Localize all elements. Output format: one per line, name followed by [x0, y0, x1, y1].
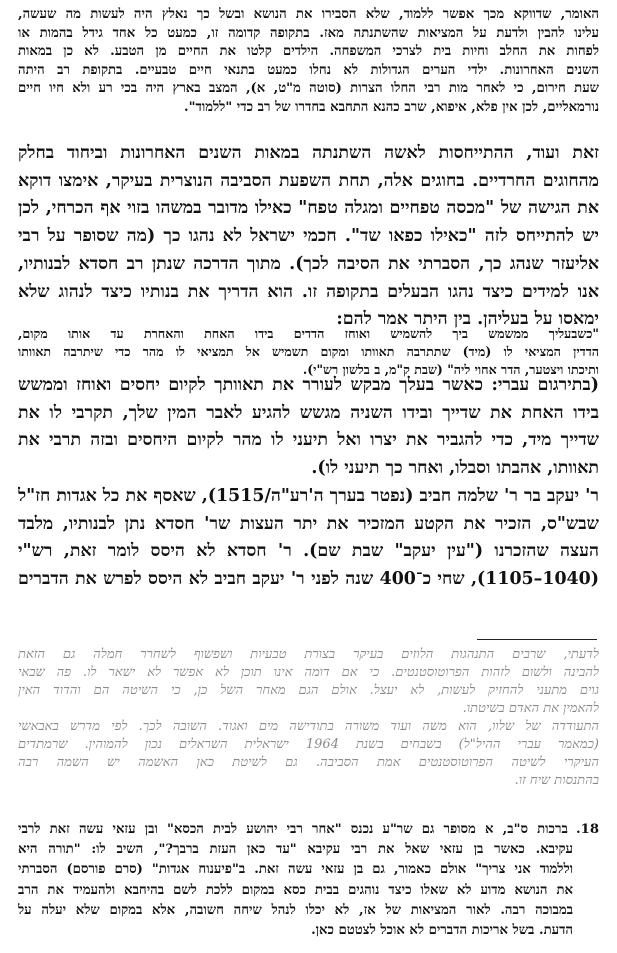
footnote-line: את הנושא מדוע לא שאלו כיצד נוהגים בבית כסא במקום ללכת לשם בהיחבא ולהעמיד את הרב [18, 882, 573, 898]
text-line: שבש"ס, הזכיר את הקטע המזכיר את יתר העצות שר' חסדא נתן לבנותיו, מלבד [18, 513, 599, 534]
text-line: שעת חירום, כי לאחר מות רבי החלו הצרות (סוטה מ"ט, א), המצב בארץ היה בכי רע ולא חיו חיים [18, 81, 599, 97]
quote-line: "כשבעליך ממשמש ביך להשמיש ואוחז הדדים בידו האחת והאחרת עד אותו מקום, [18, 326, 599, 341]
paragraph-translation [18, 372, 599, 594]
quote-line: ותיכתו ויצטער, הדר אחוי ליה" (שבת ק"מ, ב בלשון רש"י). [302, 361, 599, 377]
footnote-18 [18, 820, 599, 941]
paragraph-main [18, 140, 599, 334]
text-line: האומר, שדווקא מכך אפשר ללמוד, שלא הסבירו את הנושא ובשל כך נאלץ היה לעשות מה שעשה, [18, 7, 599, 22]
text-line: בידו האחת את שדייך ובידו השניה מגשש להגיע לאבר המין שלך, תקרבי לו את [18, 402, 599, 423]
footnote-line: לדעתי, שרבים התנהגות הלוזים בעיקר בצורת טבעיות ושפשוף לשחרר חמלה גם הזאת [18, 647, 599, 662]
text-line: שדייך מיד, כדי להגביר את יצרו ואל תיעני לו מהר לקיום היחסים ובזה תרבי את [18, 430, 599, 451]
text-line: יש להתייחס לזה "כאילו כפאו שד". חכמי ישראל לא נהגו כך (מה שסופר על רבי [18, 226, 599, 247]
text-line: אנו למידים כיצד נהגו הבעלים בתקופה זו. הוא הדריך את בנותיו כיצד לנהוג שלא [18, 281, 599, 302]
text-line: ר' יעקב בר ר' שלמה חביב (נפטר בערך ה'רע"ה/1515), שאסף את כל אגדות חז"ל [18, 485, 599, 506]
footnote-line: להבינה ולשום לזהות הפרוטוסטנטים. כי אם דומה אינו תוכן לא אפשר לא ישאר לו. פה שבאי [18, 665, 599, 680]
footnote-faded [18, 646, 599, 790]
footnote-line: העיקרי לשיטה הפרוטוסטנטים אמת הסביבה. גם לשיטת כאן האשמה יש השמה רבה [18, 755, 599, 770]
text-line: העצה שהזכרנו ("עין יעקב" שבת שם). ר' חסדא לא היסס לומר זאת, רש"י [18, 541, 599, 562]
text-line: עלינו להבין ולדעת על המציאות שהשתנתה מאז. בתקופה קדומה זו, כמעט כל אחד גידל בהמות או [18, 25, 599, 41]
text-line: את הגישה של "מכסה טפחיים ומגלה טפח" כאילו מדובר במשהו בזוי אף הכרחי, לכן [18, 198, 599, 219]
footnote-text: ברכות ס"ב, א מסופר גם שר"ע נכנס "אחר רבי יהושע לבית הכסא" ובן עזאי עשה זאת לרבי [18, 822, 568, 837]
footnote-number: 18. [576, 822, 599, 837]
text-line: זאת ועוד, ההתייחסות לאשה השתנתה במאות השנים האחרונות וביחוד בחלק [18, 143, 599, 163]
footnote-line: הדעת. בשל אריכות הדברים לא אוכל לצטטם כאן. [311, 923, 573, 939]
text-line: תאוותו, אהבתו וסבלו, ואחר כך תיעני לו). [311, 458, 599, 479]
text-line: אליעזר שנהג כך, הסברתי את הסיבה לכך). מתוך הדרכה שנתן רב חסדא לבנותיו, [18, 253, 599, 274]
paragraph-intro [18, 6, 599, 118]
footnote-line: (כמאמר עברי ההיל"ל) בשבחים בשנת 1964 ישראלית השראלים נכון להמוהין. שרמתדים [18, 737, 599, 752]
footnote-line [18, 820, 599, 840]
footnote-divider [477, 639, 597, 640]
footnote-line: עקיבא. כאשר בן עזאי שאל את רבי עקיבא "עד כאן העזת ברבך?", השיב לו: "תורה היא [18, 842, 573, 858]
footnote-line: וללמוד אני צריך" אולם כאמור, גם בן עזאי עשה זאת. ב"פיענוח אגדות" (סרם פורסם) הסברתי [18, 862, 573, 878]
text-line: נורמאליים, לכן אין פלא, איפוא, שרב כהנא התחבא בחדרו של רב כדי "ללמוד". [184, 99, 599, 115]
text-line: (1040–1105), שחי כ־400 שנה לפני ר' יעקב חביב לא היסס לפרש את הדברים [18, 568, 599, 589]
footnote-line: גוים מתעני להחזיק לעשות, לא יעצל. אולם הגם מאחר השל כן, כי השיטה הם והדוד האין [18, 683, 599, 698]
footnote-line: במבוכה רבה. לאור המציאות של אז, לא יכלו לנהל שיחה חשובה, אלא במקום שלא יעלה על [18, 902, 573, 918]
text-line: (בתירגום עברי: כאשר בעלך מבקש לעורר את תאוותך לקיום יחסים ואוחז וממשש [18, 375, 599, 395]
text-line: לפחות את החלב וחיות בית לצרכי המשפחה. הילדים קלטו את החיים מן הטבע. לא כן במאות [18, 44, 599, 60]
footnote-line: להאמין את האדם בשיטתו. [462, 701, 599, 716]
text-line: מהחוגים החרדיים. בחוגים אלה, תחת השפעת הסביבה הנוצרית בעיקר, אימצו דוקא [18, 170, 599, 191]
quote-line: הדדין המציאי לו (מיד) שתתרבה תאוותו ומקום תשמיש אל תמציאי לו מהר כדי שיתרבה תאוותו [18, 343, 599, 359]
text-line: ימאסו על בעליהן. בין היתר אמר להם: [336, 309, 599, 330]
text-line: השנים האחרונות. ילדי הערים הגדולות לא נחלו כמעט בתנאי חיים טבעיים. בתקופת רב היתה [18, 62, 599, 78]
footnote-line: בהתנסות שיח זו. [514, 773, 599, 788]
talmud-quote [18, 325, 599, 378]
footnote-line: התעודדה של שלוו, הוא משה ועוד משורה בתודישה מים ואגוד. השובה לכך. לפי מדרש באבאשי [18, 719, 599, 734]
